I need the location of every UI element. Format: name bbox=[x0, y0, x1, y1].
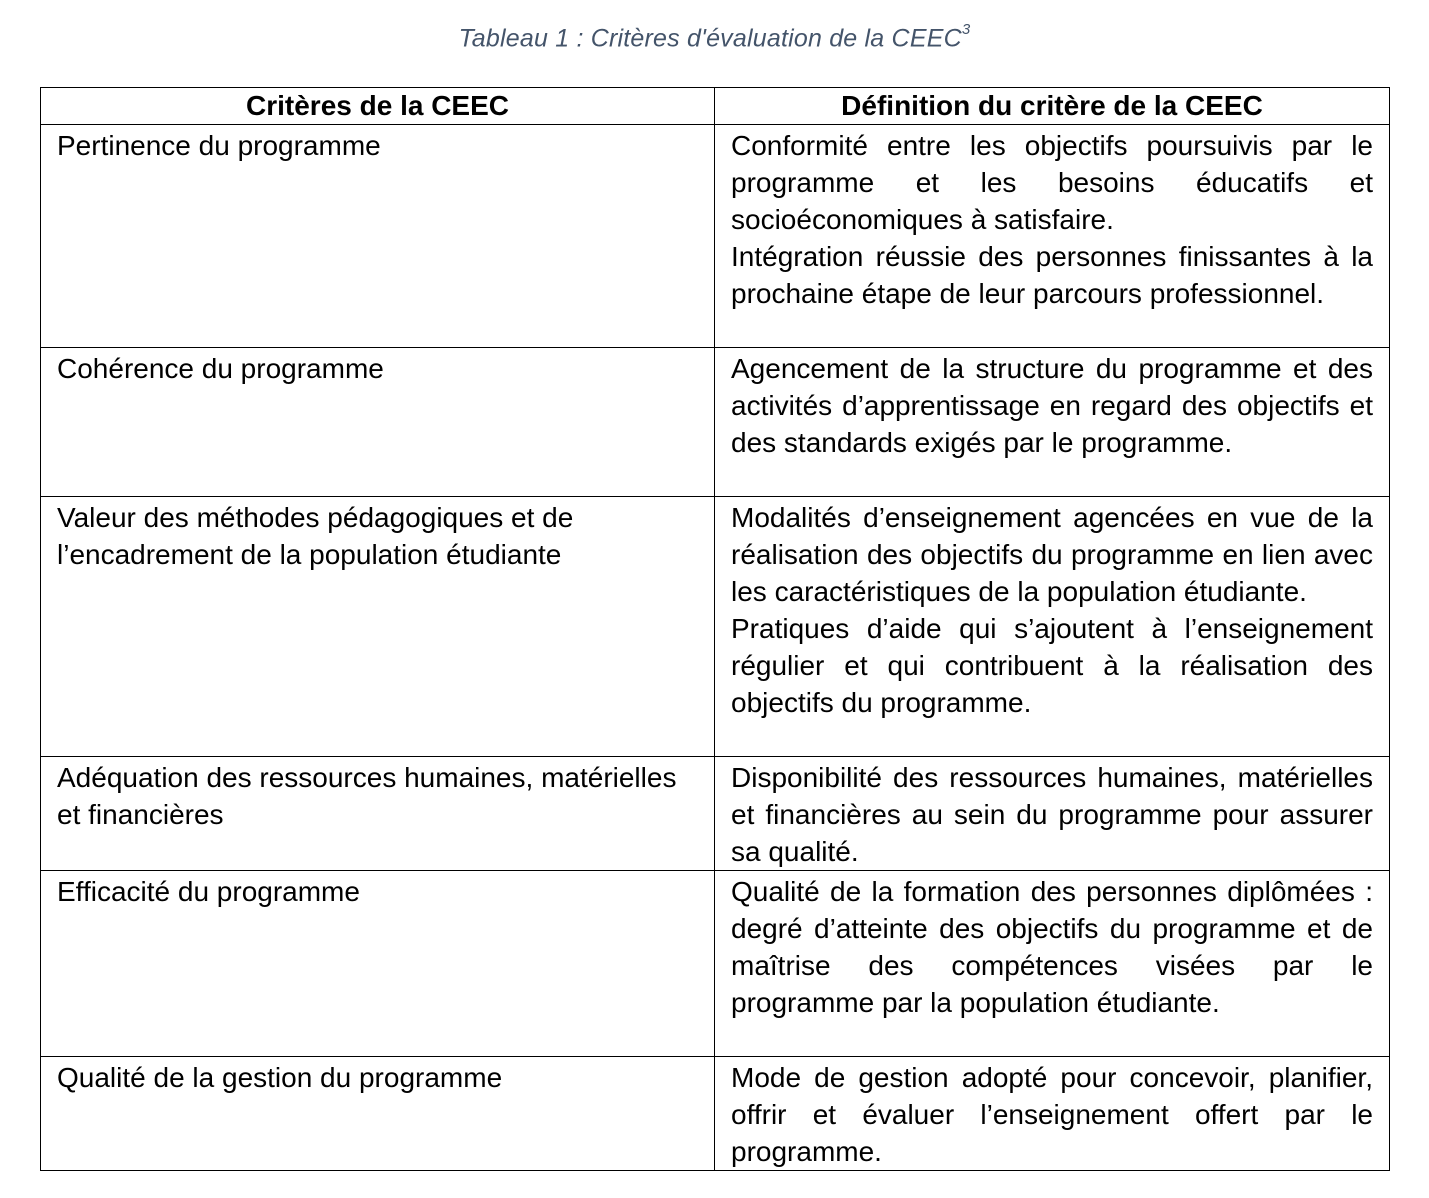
criterion-cell: Cohérence du programme bbox=[41, 348, 715, 497]
caption-text: Tableau 1 : Critères d'évaluation de la CEEC bbox=[458, 24, 962, 53]
definition-paragraph: Agencement de la structure du programme et des activités d’apprentissage en regard des objectifs et des standards exigés par le programme. bbox=[731, 353, 1373, 458]
criterion-cell: Pertinence du programme bbox=[41, 125, 715, 348]
table-row bbox=[41, 497, 1390, 757]
definition-cell bbox=[715, 1057, 1390, 1171]
definition-paragraph: Modalités d’enseignement agencées en vue de la réalisation des objectifs du programme en lien avec les caractéristiques de la population étudiante. bbox=[731, 502, 1373, 607]
definition-paragraph: Pratiques d’aide qui s’ajoutent à l’enseignement régulier et qui contribuent à la réalisation des objectifs du programme. bbox=[731, 613, 1373, 718]
definition-cell bbox=[715, 125, 1390, 348]
table-header-row bbox=[41, 88, 1390, 125]
footnote-marker: 3 bbox=[961, 21, 971, 38]
table-row bbox=[41, 871, 1390, 1057]
definition-paragraph: Disponibilité des ressources humaines, matérielles et financières au sein du programme pour assurer sa qualité. bbox=[731, 762, 1373, 867]
table-caption bbox=[0, 21, 1429, 53]
definition-paragraph: Qualité de la formation des personnes diplômées : degré d’atteinte des objectifs du programme et de maîtrise des compétences visées par le programme par la population étudiante. bbox=[731, 876, 1373, 1018]
table-row bbox=[41, 348, 1390, 497]
definition-paragraph: Intégration réussie des personnes finissantes à la prochaine étape de leur parcours professionnel. bbox=[731, 241, 1373, 309]
table-row bbox=[41, 1057, 1390, 1171]
table-row bbox=[41, 757, 1390, 871]
definition-cell bbox=[715, 348, 1390, 497]
criterion-cell: Adéquation des ressources humaines, matérielles et financières bbox=[41, 757, 715, 871]
table-row bbox=[41, 125, 1390, 348]
definition-paragraph: Conformité entre les objectifs poursuivis par le programme et les besoins éducatifs et socioéconomiques à satisfaire. bbox=[731, 130, 1373, 235]
column-header-criteria: Critères de la CEEC bbox=[41, 88, 715, 125]
criterion-cell: Valeur des méthodes pédagogiques et de l’encadrement de la population étudiante bbox=[41, 497, 715, 757]
criterion-cell: Qualité de la gestion du programme bbox=[41, 1057, 715, 1171]
definition-paragraph: Mode de gestion adopté pour concevoir, planifier, offrir et évaluer l’enseignement offert par le programme. bbox=[731, 1062, 1373, 1167]
column-header-definition: Définition du critère de la CEEC bbox=[715, 88, 1390, 125]
criterion-cell: Efficacité du programme bbox=[41, 871, 715, 1057]
definition-cell bbox=[715, 757, 1390, 871]
criteria-table bbox=[40, 87, 1390, 1171]
definition-cell bbox=[715, 871, 1390, 1057]
definition-cell bbox=[715, 497, 1390, 757]
